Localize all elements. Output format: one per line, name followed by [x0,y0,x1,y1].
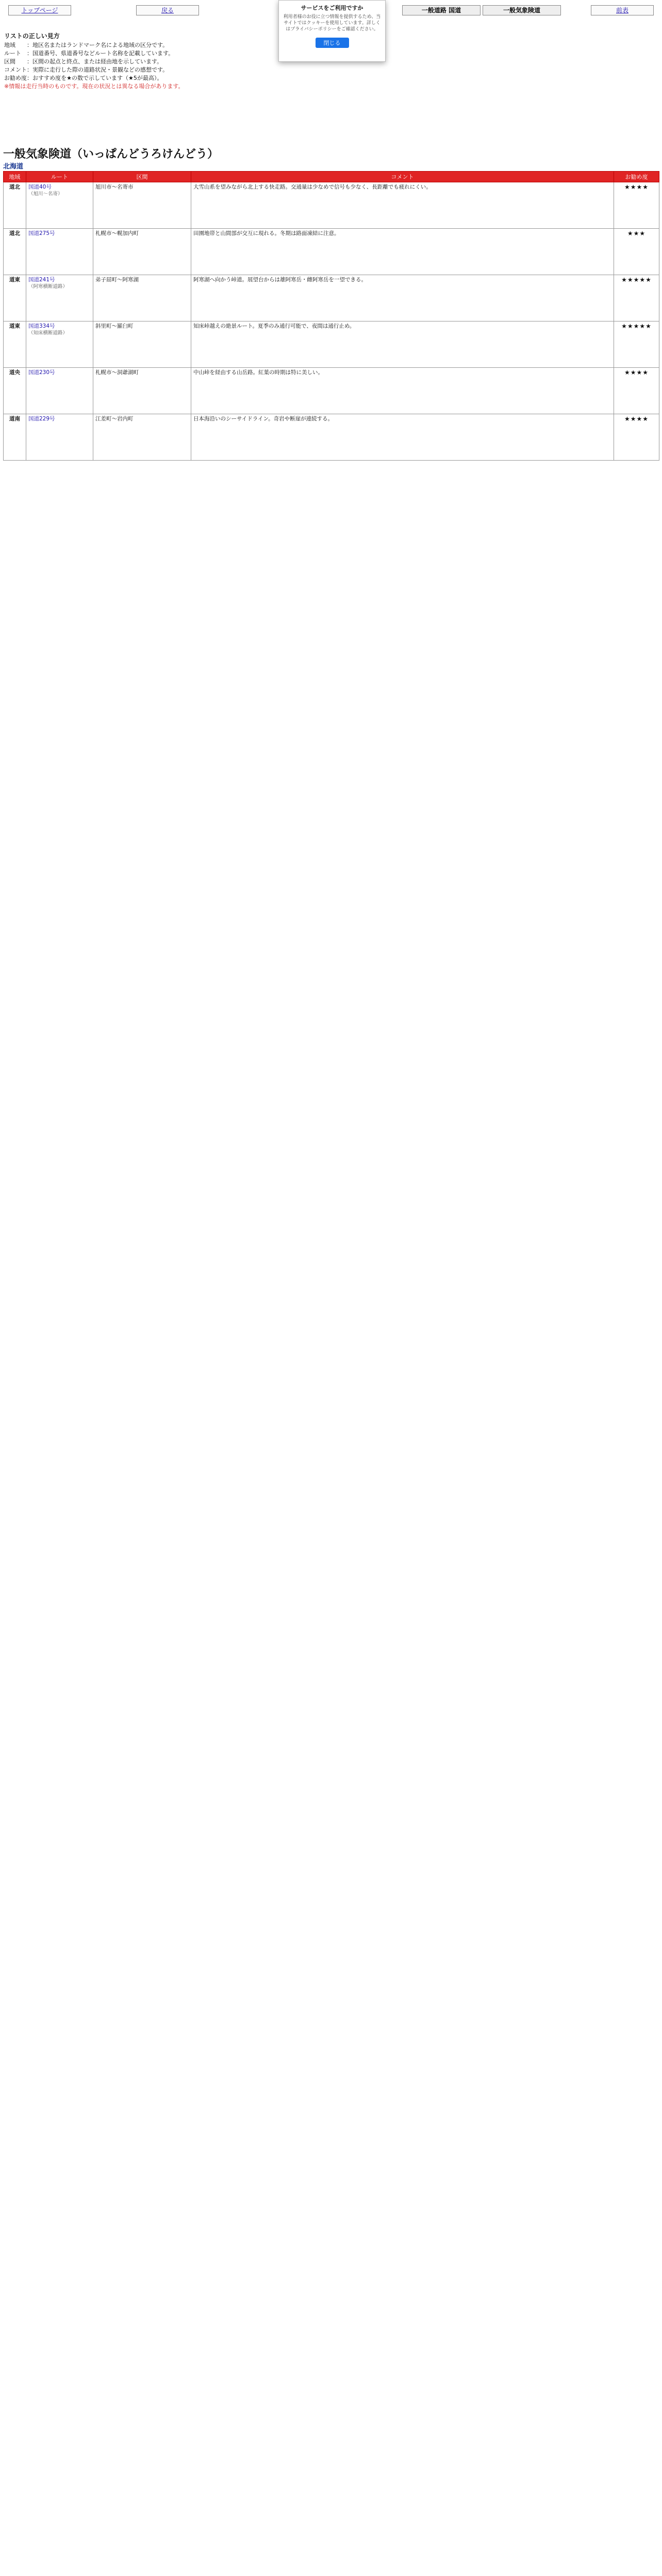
section-cell: 札幌市〜幌加内町 [93,229,191,275]
table-row [4,182,659,229]
rating-cell [614,229,659,275]
dialog-body: 利用者様のお役に立つ情報を提供するため、当サイトではクッキーを使用しています。詳しくはプライバシーポリシーをご確認ください。 [283,14,381,32]
rating-stars: ★★★★ [624,415,649,422]
route-cell[interactable] [26,368,93,414]
rating-stars: ★★★ [627,230,646,237]
guide-row: 地域 ：地区名またはランドマーク名による地域の区分です。 [4,42,169,48]
comment-cell: 中山峠を経由する山岳路。紅葉の時期は特に美しい。 [191,368,614,414]
nav-tab-prefectural-road[interactable]: 一般気象険道 [483,5,561,15]
comment-cell: 阿寒湖へ向かう峠道。展望台からは雄阿寒岳・雌阿寒岳を一望できる。 [191,275,614,321]
route-cell[interactable] [26,321,93,368]
rating-cell [614,414,659,461]
col-header: お勧め度 [614,172,659,182]
route-cell[interactable] [26,182,93,229]
section-cell: 札幌市〜洞爺湖町 [93,368,191,414]
route-link[interactable]: 国道40号 [28,184,52,190]
rating-cell [614,368,659,414]
guide-row: ルート ：国道番号、県道番号などルート名称を記載しています。 [4,50,174,57]
route-link[interactable]: 国道275号 [28,230,55,236]
table-row [4,275,659,321]
region-cell: 道東 [4,275,26,321]
guide-note: ※情報は走行当時のものです。現在の状況とは異なる場合があります。 [4,83,184,90]
page-title: 一般気象険道（いっぱんどうろけんどう） [3,148,219,161]
region-cell: 道北 [4,229,26,275]
comment-cell: 知床峠越えの絶景ルート。夏季のみ通行可能で、夜間は通行止め。 [191,321,614,368]
nav-link-top-page[interactable]: トップページ [8,5,71,15]
table-row [4,229,659,275]
route-link[interactable]: 国道334号 [28,323,55,329]
route-cell[interactable] [26,229,93,275]
route-cell[interactable] [26,275,93,321]
col-header: 区間 [93,172,191,182]
route-cell[interactable] [26,414,93,461]
route-table [3,171,659,461]
section-cell: 江差町〜岩内町 [93,414,191,461]
route-subtitle: （知床横断道路） [28,330,68,336]
comment-cell: 大雪山系を望みながら北上する快走路。交通量は少なめで信号も少なく、長距離でも疲れにくい。 [191,182,614,229]
rating-stars: ★★★★★ [621,276,652,283]
col-header: コメント [191,172,614,182]
route-subtitle: （旭川〜名寄） [28,191,63,197]
rating-stars: ★★★★ [624,369,649,376]
section-cell: 斜里町〜羅臼町 [93,321,191,368]
guide-heading: リストの正しい見方 [4,32,60,40]
section-cell: 旭川市〜名寄市 [93,182,191,229]
how-to-read-guide [4,32,293,91]
nav-tab-national-road[interactable]: 一般道路 国道 [402,5,481,15]
cookie-consent-dialog [278,0,386,62]
guide-row: お勧め度：おすすめ度を★の数で示しています（★5が最高）。 [4,75,163,81]
col-header: ルート [26,172,93,182]
dialog-close-button[interactable]: 閉じる [316,38,349,48]
guide-row: 区間 ：区間の起点と終点、または経由地を示しています。 [4,58,163,65]
rating-cell [614,321,659,368]
table-row [4,321,659,368]
table-header-row [4,172,659,182]
region-cell: 道南 [4,414,26,461]
route-link[interactable]: 国道230号 [28,369,55,376]
nav-link-back[interactable]: 戻る [136,5,199,15]
route-link[interactable]: 国道229号 [28,416,55,422]
section-cell: 弟子屈町〜阿寒湖 [93,275,191,321]
region-cell: 道北 [4,182,26,229]
comment-cell: 田園地帯と山間部が交互に現れる。冬期は路面凍結に注意。 [191,229,614,275]
route-subtitle: （阿寒横断道路） [28,284,68,290]
rating-cell [614,182,659,229]
table-row [4,414,659,461]
nav-link-prev-table[interactable]: 前表 [591,5,654,15]
region-cell: 道東 [4,321,26,368]
guide-row: コメント：実際に走行した際の道路状況・景観などの感想です。 [4,66,169,73]
col-header: 地域 [4,172,26,182]
route-link[interactable]: 国道241号 [28,277,55,283]
dialog-title: サービスをご利用ですか [301,5,363,11]
comment-cell: 日本海沿いのシーサイドライン。奇岩や断崖が連続する。 [191,414,614,461]
rating-stars: ★★★★ [624,183,649,191]
rating-cell [614,275,659,321]
table-row [4,368,659,414]
section-label: 北海道 [3,163,24,171]
region-cell: 道央 [4,368,26,414]
rating-stars: ★★★★★ [621,323,652,330]
